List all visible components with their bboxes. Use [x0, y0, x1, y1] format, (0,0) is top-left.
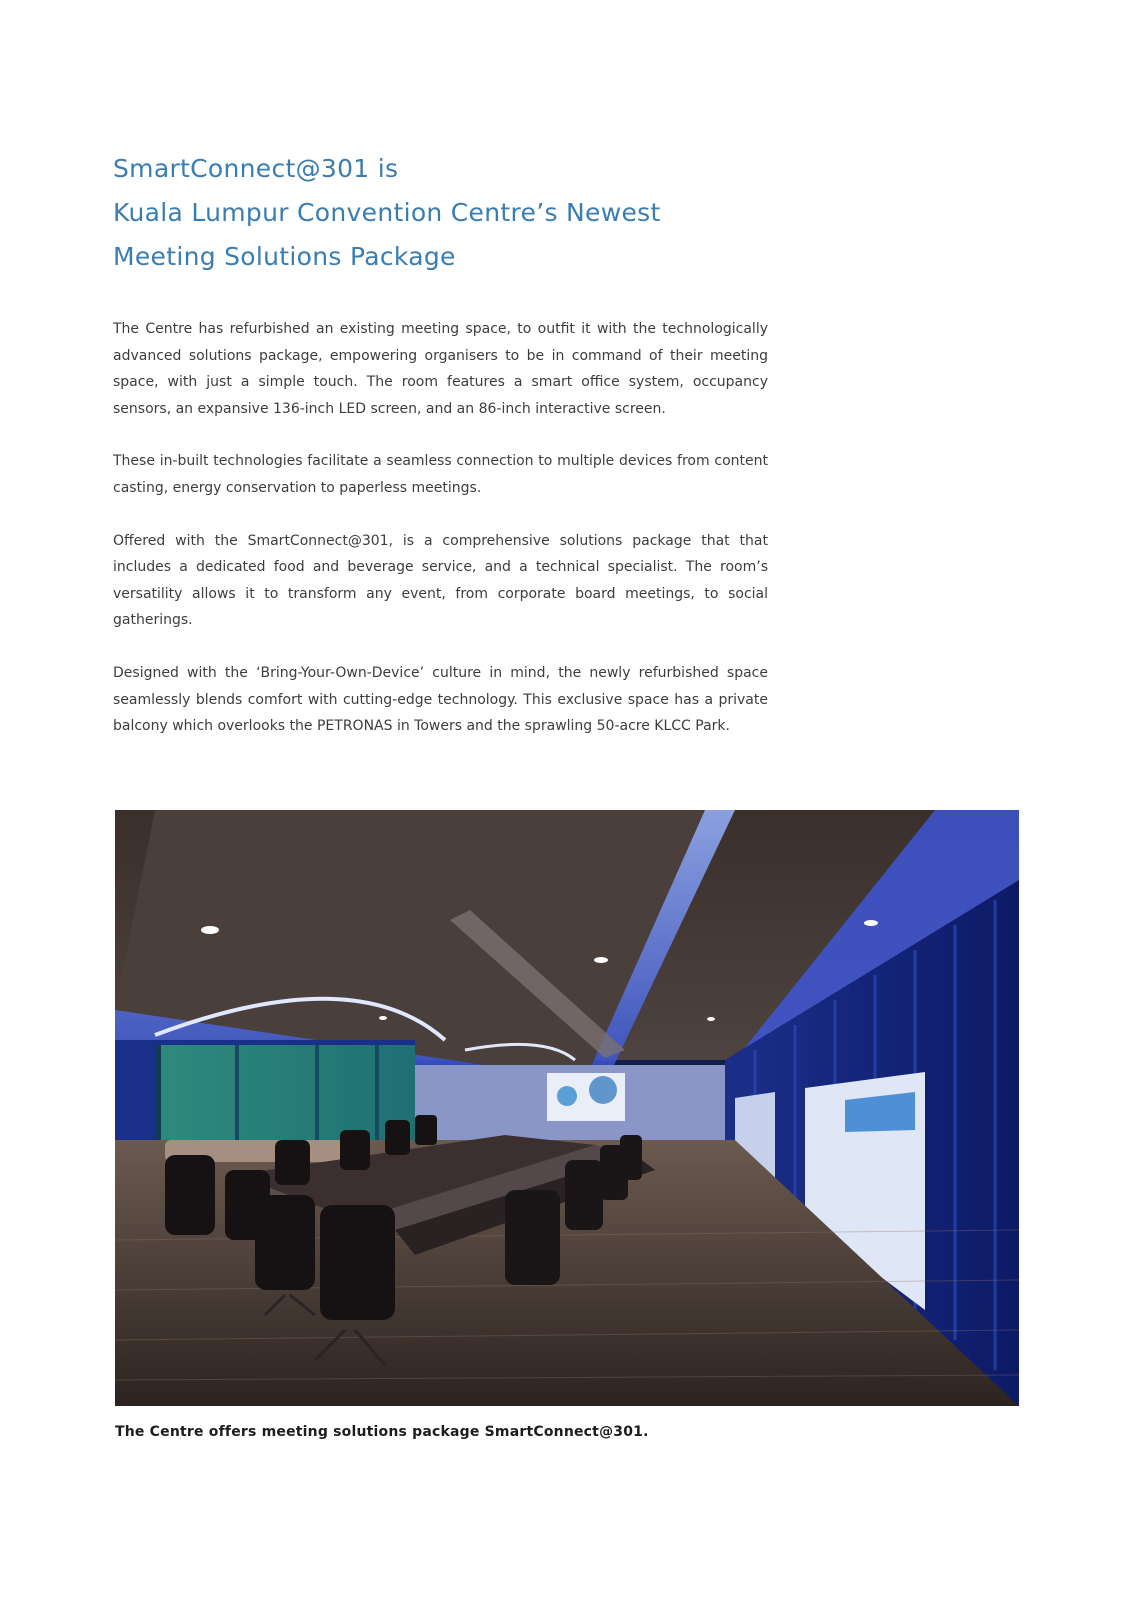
photo-caption: The Centre offers meeting solutions package SmartConnect@301. [115, 1424, 649, 1440]
paragraph-3: Offered with the SmartConnect@301, is a comprehensive solutions package that that includes a dedicated food and beverage service, and a technical specialist. The room’s versatility allows it to transform any event, from corporate board meetings, to social gatherings. [113, 532, 768, 629]
meeting-room-photo [115, 810, 1019, 1406]
paragraph-4: Designed with the ‘Bring-Your-Own-Device’ culture in mind, the newly refurbished space seamlessly blends comfort with cutting-edge technology. This exclusive space has a private balcony which overlooks the PETRONAS in Towers and the sprawling 50-acre KLCC Park. [113, 664, 768, 735]
title-line-1: SmartConnect@301 is [113, 154, 399, 183]
title-line-2: Kuala Lumpur Convention Centre’s Newest [113, 198, 661, 227]
title-line-3: Meeting Solutions Package [113, 242, 456, 271]
article-title [113, 147, 873, 279]
paragraph-2: These in-built technologies facilitate a seamless connection to multiple devices from content casting, energy conservation to paperless meetings. [113, 453, 768, 496]
article-body [113, 316, 768, 766]
paragraph-1: The Centre has refurbished an existing meeting space, to outfit it with the technologically advanced solutions package, empowering organisers to be in command of their meeting space, with just a simple touch. The room features a smart office system, occupancy sensors, an expansive 136-inch LED screen, and an 86-inch interactive screen. [113, 321, 768, 417]
